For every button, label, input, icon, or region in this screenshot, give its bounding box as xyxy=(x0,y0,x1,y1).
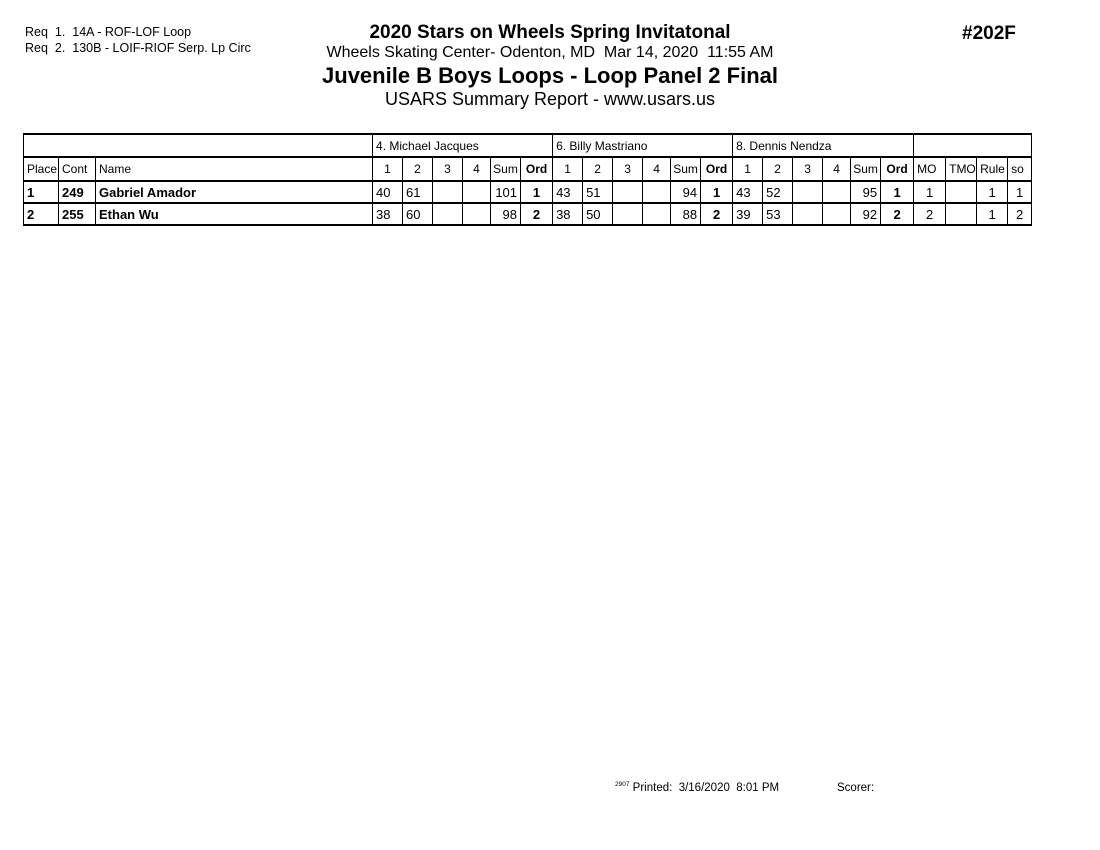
header-name: Name xyxy=(96,157,373,181)
place-cell: 1 xyxy=(24,181,59,203)
judge-header-row xyxy=(24,134,1032,157)
sum-cell: 95 xyxy=(851,181,881,203)
header-j1-score4: 4 xyxy=(463,157,491,181)
judge-header-1: 4. Michael Jacques xyxy=(373,134,553,157)
rule-cell: 1 xyxy=(977,181,1008,203)
header-so: so xyxy=(1008,157,1032,181)
score-cell: 40 xyxy=(373,181,403,203)
score-cell xyxy=(613,181,643,203)
score-cell xyxy=(823,181,851,203)
score-cell xyxy=(433,203,463,225)
score-cell xyxy=(643,181,671,203)
header-j2-score3: 3 xyxy=(613,157,643,181)
so-cell: 2 xyxy=(1008,203,1032,225)
score-cell: 38 xyxy=(553,203,583,225)
score-cell: 52 xyxy=(763,181,793,203)
cont-cell: 249 xyxy=(59,181,96,203)
ord-cell: 2 xyxy=(701,203,733,225)
header-j2-score2: 2 xyxy=(583,157,613,181)
judge-header-2: 6. Billy Mastriano xyxy=(553,134,733,157)
score-cell xyxy=(793,181,823,203)
place-cell: 2 xyxy=(24,203,59,225)
score-cell: 43 xyxy=(733,181,763,203)
score-cell xyxy=(643,203,671,225)
header-j1-score1: 1 xyxy=(373,157,403,181)
header-place: Place xyxy=(24,157,59,181)
header-j3-ord: Ord xyxy=(881,157,914,181)
rule-cell: 1 xyxy=(977,203,1008,225)
header-j3-score4: 4 xyxy=(823,157,851,181)
score-cell: 61 xyxy=(403,181,433,203)
table-row xyxy=(24,181,1032,203)
score-cell xyxy=(463,181,491,203)
so-cell: 1 xyxy=(1008,181,1032,203)
venue-date-line: Wheels Skating Center- Odenton, MD Mar 14, 2020 11:55 AM xyxy=(326,44,774,61)
score-cell xyxy=(823,203,851,225)
scorer-label: Scorer: xyxy=(837,782,875,794)
score-cell xyxy=(613,203,643,225)
score-cell xyxy=(463,203,491,225)
report-subtitle: USARS Summary Report - www.usars.us xyxy=(384,89,716,109)
column-header-row xyxy=(24,157,1032,181)
score-cell: 53 xyxy=(763,203,793,225)
req-line-2: Req 2. 130B - LOIF-RIOF Serp. Lp Circ xyxy=(25,41,251,55)
event-title: Juvenile B Boys Loops - Loop Panel 2 Final xyxy=(322,63,778,88)
header-j1-score3: 3 xyxy=(433,157,463,181)
ord-cell: 1 xyxy=(701,181,733,203)
skater-name-cell: Gabriel Amador xyxy=(96,181,373,203)
score-cell xyxy=(793,203,823,225)
judge-row-spacer-left xyxy=(24,134,373,157)
sum-cell: 88 xyxy=(671,203,701,225)
header-j2-score4: 4 xyxy=(643,157,671,181)
ord-cell: 2 xyxy=(881,203,914,225)
score-cell: 50 xyxy=(583,203,613,225)
sum-cell: 101 xyxy=(491,181,521,203)
req-line-1: Req 1. 14A - ROF-LOF Loop xyxy=(25,25,192,39)
judge-row-spacer-right xyxy=(914,134,1032,157)
table-row xyxy=(24,203,1032,225)
header-j3-score2: 2 xyxy=(763,157,793,181)
tmo-cell xyxy=(946,181,977,203)
header-j1-score2: 2 xyxy=(403,157,433,181)
sum-cell: 98 xyxy=(491,203,521,225)
event-number: #202F xyxy=(962,23,1016,44)
ord-cell: 1 xyxy=(521,181,553,203)
header-j3-sum: Sum xyxy=(851,157,881,181)
header-j1-ord: Ord xyxy=(521,157,553,181)
title-block xyxy=(0,22,1100,110)
header-cont: Cont xyxy=(59,157,96,181)
header-j3-score3: 3 xyxy=(793,157,823,181)
ord-cell: 2 xyxy=(521,203,553,225)
sum-cell: 92 xyxy=(851,203,881,225)
score-cell: 51 xyxy=(583,181,613,203)
score-cell: 60 xyxy=(403,203,433,225)
header-j2-score1: 1 xyxy=(553,157,583,181)
printed-timestamp: Printed: 3/16/2020 8:01 PM xyxy=(632,782,780,794)
skater-name-cell: Ethan Wu xyxy=(96,203,373,225)
score-cell xyxy=(433,181,463,203)
competition-title: 2020 Stars on Wheels Spring Invitatonal xyxy=(369,22,731,43)
cont-cell: 255 xyxy=(59,203,96,225)
results-table xyxy=(23,133,1032,226)
header-tmo: TMO xyxy=(946,157,977,181)
ord-cell: 1 xyxy=(881,181,914,203)
sum-cell: 94 xyxy=(671,181,701,203)
report-version-code: 2907 xyxy=(615,781,630,788)
tmo-cell xyxy=(946,203,977,225)
header-j1-sum: Sum xyxy=(491,157,521,181)
mo-cell: 2 xyxy=(914,203,946,225)
header-mo: MO xyxy=(914,157,946,181)
score-cell: 39 xyxy=(733,203,763,225)
header-j2-sum: Sum xyxy=(671,157,701,181)
score-cell: 38 xyxy=(373,203,403,225)
judge-header-3: 8. Dennis Nendza xyxy=(733,134,914,157)
score-cell: 43 xyxy=(553,181,583,203)
header-j3-score1: 1 xyxy=(733,157,763,181)
header-rule: Rule xyxy=(977,157,1008,181)
printed-line xyxy=(615,781,779,794)
header-j2-ord: Ord xyxy=(701,157,733,181)
mo-cell: 1 xyxy=(914,181,946,203)
